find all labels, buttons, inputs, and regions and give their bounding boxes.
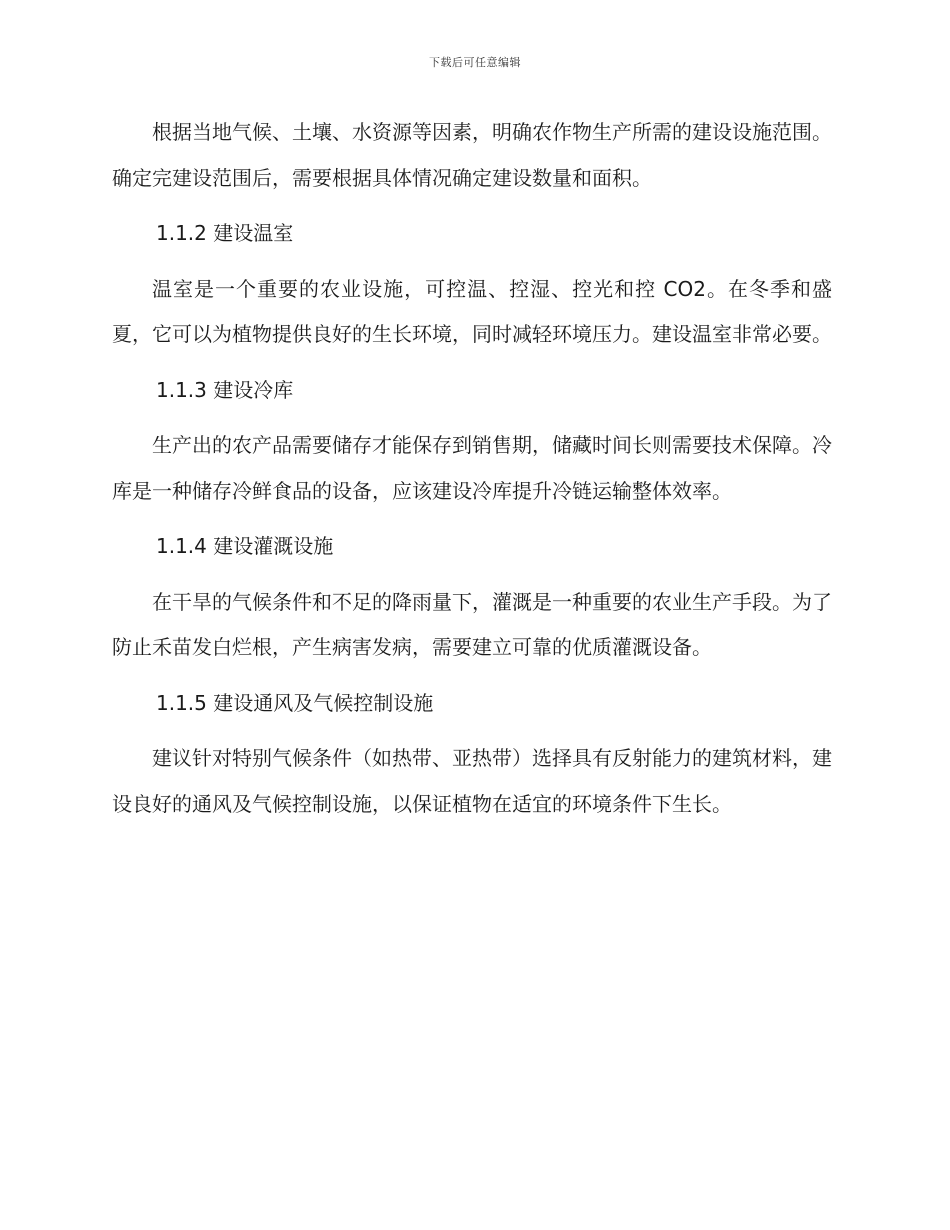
paragraph-irrigation: 在干旱的气候条件和不足的降雨量下，灌溉是一种重要的农业生产手段。为了防止禾苗发白烂根，产生病害发病，需要建立可靠的优质灌溉设备。	[112, 589, 832, 659]
paragraph-cold-storage: 生产出的农产品需要储存才能保存到销售期，储藏时间长则需要技术保障。冷库是一种储存冷鲜食品的设备，应该建设冷库提升冷链运输整体效率。	[112, 433, 832, 503]
heading-ventilation: 1.1.5 建设通风及气候控制设施	[156, 690, 434, 715]
document-body	[112, 110, 832, 827]
heading-greenhouse: 1.1.2 建设温室	[156, 221, 294, 245]
paragraph-greenhouse: 温室是一个重要的农业设施，可控温、控湿、控光和控 CO2。在冬季和盛夏，它可以为植物提供良好的生长环境，同时减轻环境压力。建设温室非常必要。	[112, 276, 832, 346]
paragraph-scope: 根据当地气候、土壤、水资源等因素，明确农作物生产所需的建设设施范围。确定完建设范围后，需要根据具体情况确定建设数量和面积。	[112, 120, 832, 190]
paragraph-ventilation: 建议针对特别气候条件（如热带、亚热带）选择具有反射能力的建筑材料，建设良好的通风及气候控制设施，以保证植物在适宜的环境条件下生长。	[112, 746, 832, 816]
heading-cold-storage: 1.1.3 建设冷库	[156, 377, 294, 402]
page-header: 下载后可任意编辑	[429, 56, 521, 69]
heading-irrigation: 1.1.4 建设灌溉设施	[156, 534, 334, 558]
